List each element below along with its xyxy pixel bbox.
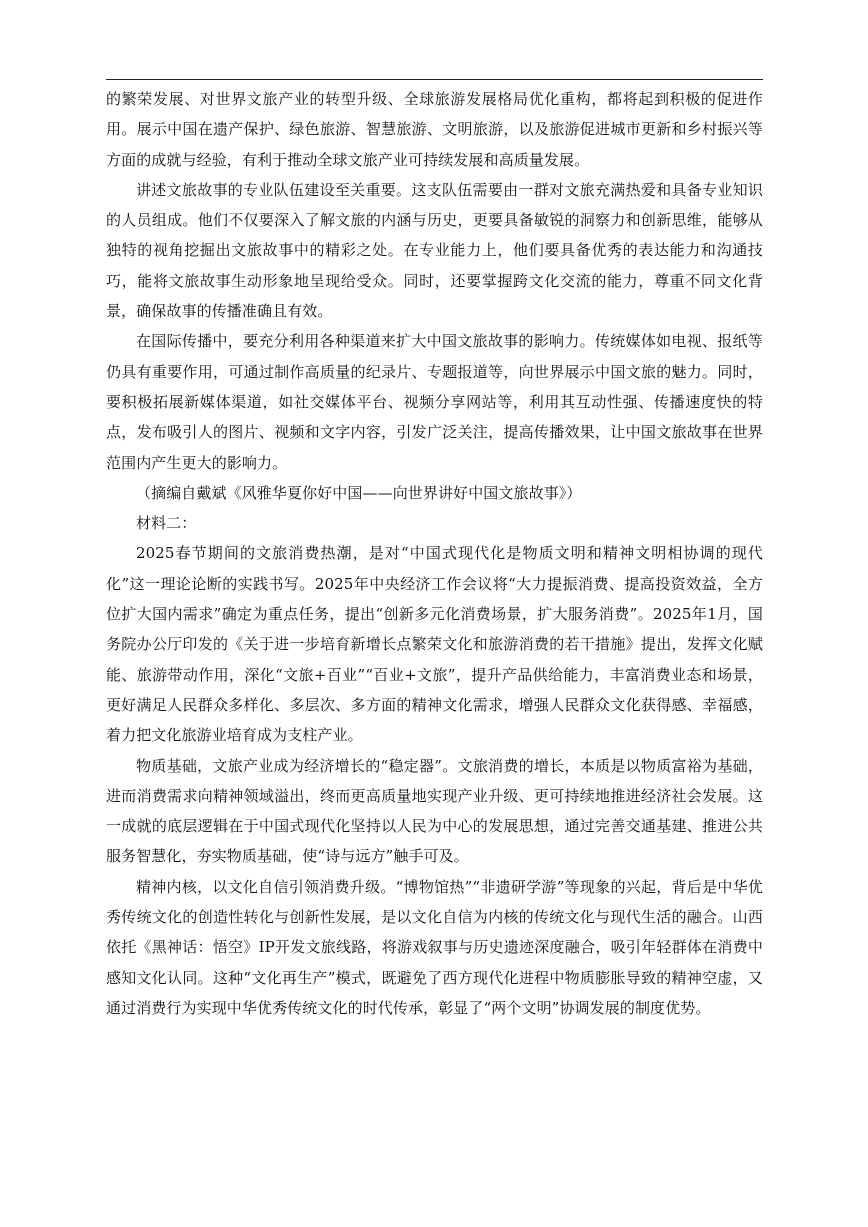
source-citation: （摘编自戴斌《风雅华夏你好中国——向世界讲好中国文旅故事》） bbox=[136, 483, 582, 502]
paragraph-8: 精神内核，以文化自信引领消费升级。“博物馆热”“非遗研学游”等现象的兴起，背后是中华优秀传统文化的创造性转化与创新性发展，是以文化自信为内核的传统文化与现代生活的融合。山西依托《黑神话：悟空》IP开发文旅线路，将游戏叙事与历史遗迹深度融合，吸引年轻群体在消费中感知文化认同。这种“文化再生产”模式，既避免了西方现代化进程中物质膨胀导致的精神空虚，又通过消费行为实现中华优秀传统文化的时代传承，彰显了“两个文明”协调发展的制度优势。 bbox=[106, 877, 763, 1017]
paragraph-7: 物质基础，文旅产业成为经济增长的“稳定器”。文旅消费的增长，本质是以物质富裕为基础，进而消费需求向精神领域溢出，终而更高质量地实现产业升级、更可持续地推进经济社会发展。这一成就的底层逻辑在于中国式现代化坚持以人民为中心的发展思想，通过完善交通基建、推进公共服务智慧化，夯实物质基础，使“诗与远方”触手可及。 bbox=[106, 756, 763, 866]
paragraph-2: 讲述文旅故事的专业队伍建设至关重要。这支队伍需要由一群对文旅充满热爱和具备专业知识的人员组成。他们不仅要深入了解文旅的内涵与历史，更要具备敏锐的洞察力和创新思维，能够从独特的视角挖掘出文旅故事中的精彩之处。在专业能力上，他们要具备优秀的表达能力和沟通技巧，能将文旅故事生动形象地呈现给受众。同时，还要掌握跨文化交流的能力，尊重不同文化背景，确保故事的传播准确且有效。 bbox=[106, 180, 763, 321]
document-body bbox=[106, 84, 763, 1023]
header-rule bbox=[106, 79, 763, 80]
paragraph-6: 2025春节期间的文旅消费热潮，是对“中国式现代化是物质文明和精神文明相协调的现代化”这一理论论断的实践书写。2025年中央经济工作会议将“大力提振消费、提高投资效益，全方位扩大国内需求”确定为重点任务，提出“创新多元化消费场景，扩大服务消费”。2025年1月，国务院办公厅印发的《关于进一步培育新增长点繁荣文化和旅游消费的若干措施》提出，发挥文化赋能、旅游带动作用，深化“文旅+百业”“百业+文旅”，提升产品供给能力，丰富消费业态和场景，更好满足人民群众多样化、多层次、多方面的精神文化需求，增强人民群众文化获得感、幸福感，着力把文化旅游业培育成为支柱产业。 bbox=[106, 544, 763, 745]
paragraph-3: 在国际传播中，要充分利用各种渠道来扩大中国文旅故事的影响力。传统媒体如电视、报纸等仍具有重要作用，可通过制作高质量的纪录片、专题报道等，向世界展示中国文旅的魅力。同时，要积极拓展新媒体渠道，如社交媒体平台、视频分享网站等，利用其互动性强、传播速度快的特点，发布吸引人的图片、视频和文字内容，引发广泛关注，提高传播效果，让中国文旅故事在世界范围内产生更大的影响力。 bbox=[106, 332, 763, 472]
paragraph-1: 的繁荣发展、对世界文旅产业的转型升级、全球旅游发展格局优化重构，都将起到积极的促进作用。展示中国在遗产保护、绿色旅游、智慧旅游、文明旅游，以及旅游促进城市更新和乡村振兴等方面的成就与经验，有利于推动全球文旅产业可持续发展和高质量发展。 bbox=[106, 90, 763, 169]
material-two-heading: 材料二： bbox=[136, 514, 197, 533]
